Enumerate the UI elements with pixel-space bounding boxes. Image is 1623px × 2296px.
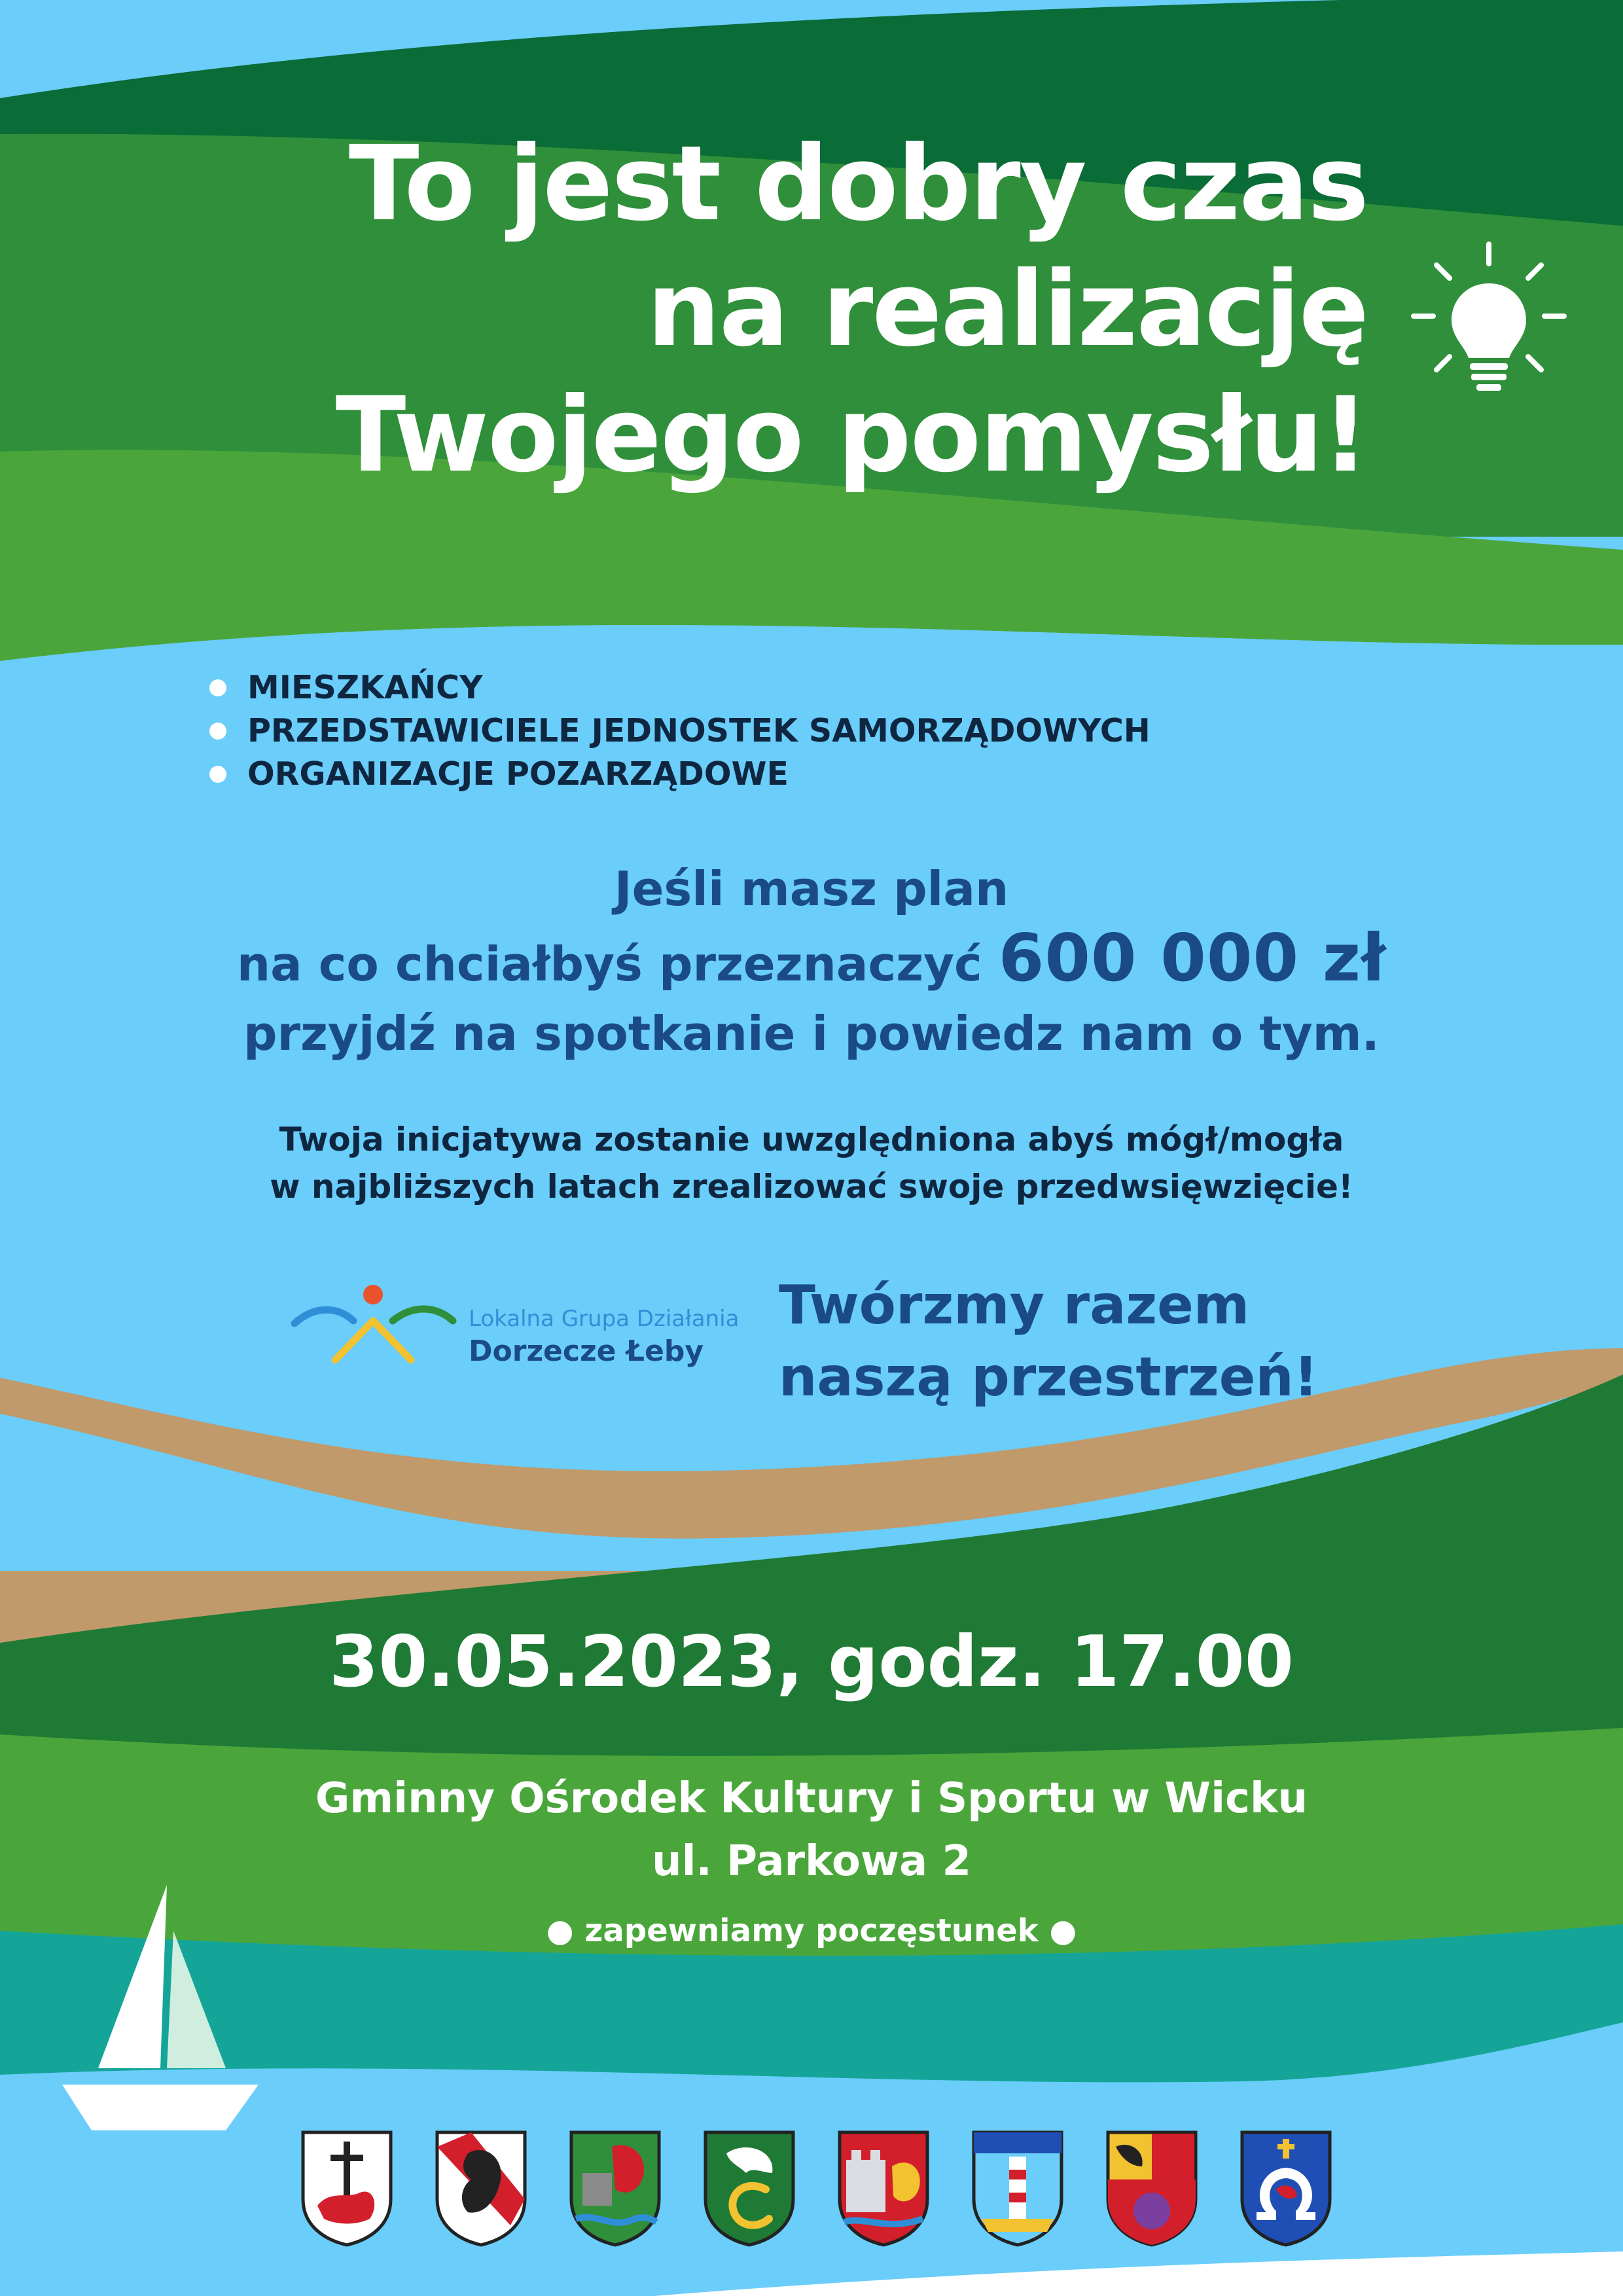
sailboat-icon xyxy=(52,1872,268,2153)
list-item: PRZEDSTAWICIELE JEDNOSTEK SAMORZĄDOWYCH xyxy=(208,709,1150,753)
municipality-crests xyxy=(298,2127,1332,2251)
slogan-line-1: Twórzmy razem xyxy=(779,1274,1250,1336)
lgd-logo-icon xyxy=(288,1283,458,1381)
initiative-text xyxy=(105,1116,1518,1210)
event-venue xyxy=(92,1767,1531,1893)
lgd-name-line-2: Dorzecze Łeby xyxy=(469,1335,704,1368)
griffin-shield-crest-icon xyxy=(566,2127,664,2248)
black-griffin-crest-icon xyxy=(432,2127,530,2248)
offer-amount: 600 000 zł xyxy=(998,920,1387,996)
offer-text xyxy=(92,854,1531,1068)
audience-list xyxy=(208,666,1150,796)
initiative-line-2: w najbliższych latach zrealizować swoje przedwsięwzięcie! xyxy=(270,1168,1353,1206)
headline-line-1: To jest dobry czas xyxy=(348,124,1368,244)
griffin-letter-c-crest-icon xyxy=(700,2127,798,2248)
lightbulb-icon xyxy=(1407,239,1571,403)
quartered-crest-icon xyxy=(1103,2127,1201,2248)
castle-lion-crest-icon xyxy=(834,2127,933,2248)
refreshments-note: ● zapewniamy poczęstunek ● xyxy=(546,1912,1077,1949)
slogan xyxy=(779,1270,1318,1414)
cross-griffin-crest-icon xyxy=(298,2127,396,2248)
headline-line-2: na realizację xyxy=(647,249,1368,370)
offer-line-2-prefix: na co chciałbyś przeznaczyć xyxy=(236,937,999,992)
list-item: ORGANIZACJE POZARZĄDOWE xyxy=(208,753,1150,796)
event-datetime: 30.05.2023, godz. 17.00 xyxy=(329,1621,1294,1703)
offer-line-3: przyjdź na spotkanie i powiedz nam o tym. xyxy=(243,1006,1380,1061)
offer-line-1: Jeśli masz plan xyxy=(614,861,1009,916)
offer-line-2 xyxy=(92,920,1531,999)
list-item: MIESZKAŃCY xyxy=(208,666,1150,709)
venue-address: ul. Parkowa 2 xyxy=(652,1837,971,1886)
venue-name: Gminny Ośrodek Kultury i Sportu w Wicku xyxy=(315,1774,1308,1823)
slogan-line-2: naszą przestrzeń! xyxy=(779,1346,1319,1408)
omega-griffin-crest-icon xyxy=(1237,2127,1335,2248)
lgd-name-line-1: Lokalna Grupa Działania xyxy=(469,1306,740,1332)
lgd-name xyxy=(469,1304,739,1370)
lighthouse-crest-icon xyxy=(969,2127,1067,2248)
initiative-line-1: Twoja inicjatywa zostanie uwzględniona abyś mógł/mogła xyxy=(279,1121,1344,1158)
headline xyxy=(196,121,1368,498)
headline-line-3: Twojego pomysłu! xyxy=(335,375,1368,495)
